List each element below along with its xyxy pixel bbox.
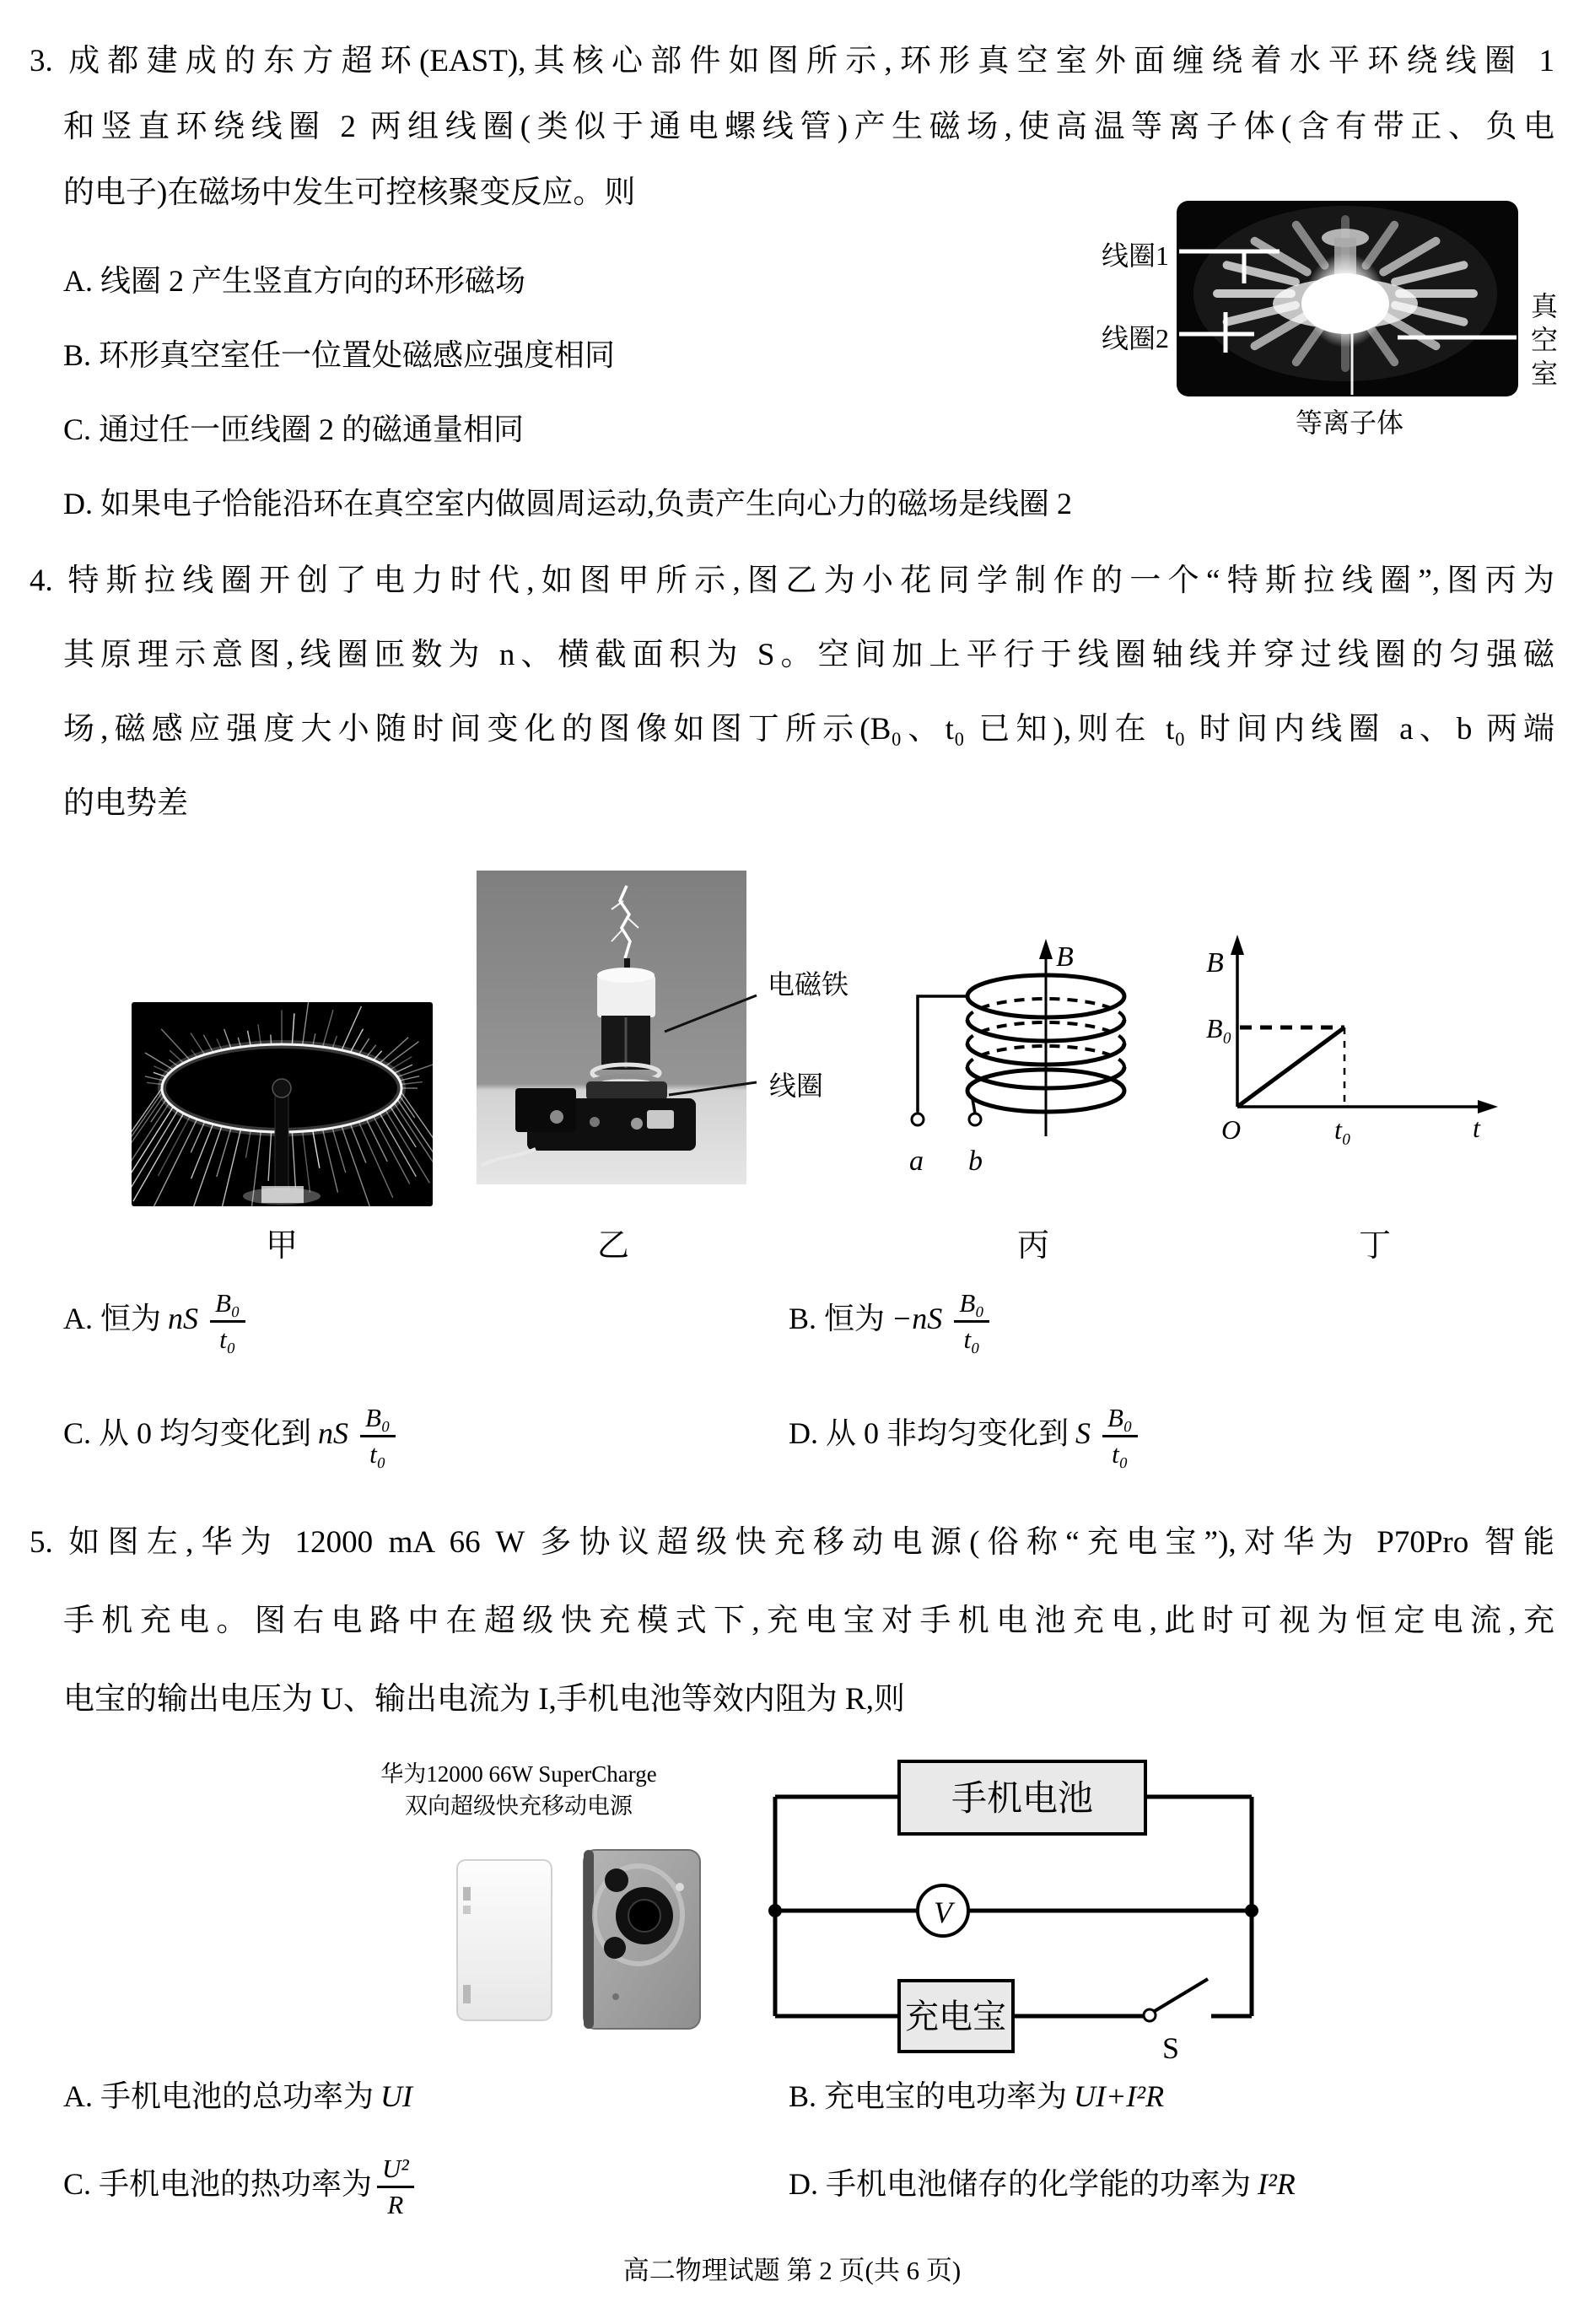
fraction-numerator: U² — [377, 2154, 414, 2189]
q4-option-c-fraction — [360, 1404, 396, 1469]
q4-option-a-fraction — [210, 1289, 245, 1355]
switch-label: S — [1162, 2031, 1180, 2065]
q4-option-c — [63, 1384, 399, 1482]
q5-option-c-fraction — [377, 2154, 414, 2220]
page-footer: 高二物理试题 第 2 页(共 6 页) — [622, 2256, 962, 2285]
phone-logo-dot — [612, 1993, 619, 2000]
fraction-numerator: B₀ — [1102, 1404, 1138, 1438]
b0-label: B₀ — [1206, 1013, 1232, 1043]
question-3-text — [30, 29, 1554, 226]
ring-support — [586, 1081, 667, 1100]
camera-lens-bottom — [604, 1937, 626, 1959]
camera-lens-top — [605, 1868, 628, 1892]
tokamak-plasma-label: 等离子体 — [1295, 407, 1404, 438]
q5-option-d-text: D. 手机电池储存的化学能的功率为 — [789, 2167, 1251, 2201]
q4-line-3: 场,磁感应强度大小随时间变化的图像如图丁所示(B₀、t₀ 已知),则在 t₀ 时间内线圈 a、b 两端 — [63, 712, 1554, 747]
white-cylinder-top — [597, 968, 655, 983]
q5-option-b-math: UI+I²R — [1074, 2079, 1165, 2113]
powerbank-box-label: 充电宝 — [905, 1998, 1006, 2036]
powerbank-caption-line2: 双向超级快充移动电源 — [405, 1793, 633, 1819]
phone-edge — [584, 1850, 594, 2029]
knob — [631, 1118, 643, 1130]
x-axis-arrowhead — [1478, 1100, 1498, 1113]
q5-option-d-math: I²R — [1258, 2167, 1296, 2201]
fraction-numerator: B₀ — [210, 1289, 245, 1324]
q4-option-b — [789, 1270, 993, 1367]
q5-line-2: 手机充电。图右电路中在超级快充模式下,充电宝对手机电池充电,此时可视为恒定电流,充 — [63, 1604, 1554, 1638]
figure-jia-svg — [132, 1002, 433, 1206]
q5-option-b — [789, 2077, 1171, 2116]
fraction-numerator: B₀ — [360, 1404, 396, 1438]
caption-bing: 丙 — [1016, 1228, 1050, 1264]
q3-option-a: A. 线圈 2 产生竖直方向的环形磁场 — [63, 264, 525, 298]
q5-option-a — [63, 2077, 419, 2116]
q4-option-a-text: A. 恒为 — [63, 1302, 161, 1335]
switch-pivot — [1144, 2009, 1156, 2021]
powerbank-photo-svg — [363, 1759, 742, 2037]
t0-label: t₀ — [1334, 1114, 1352, 1145]
q4-option-b-fraction — [954, 1289, 989, 1355]
base-glow — [243, 1188, 321, 1205]
powerbank-caption-line1: 华为12000 66W SuperCharge — [380, 1761, 657, 1787]
figure-bing-svg — [894, 932, 1172, 1194]
q4-option-d-coef: S — [1075, 1416, 1091, 1450]
junction-dot-left — [768, 1904, 782, 1917]
q4-option-d — [789, 1384, 1141, 1482]
terminal-a — [912, 1113, 924, 1125]
camera-lens-inner — [628, 1900, 660, 1932]
tokamak-photo-svg — [1177, 201, 1518, 396]
electromagnet-label: 电磁铁 — [768, 969, 849, 1000]
tokamak-coil1-label: 线圈1 — [1102, 240, 1170, 271]
q4-line-4: 的电势差 — [63, 786, 188, 821]
figure-yi-svg — [477, 871, 881, 1212]
caption-ding: 丁 — [1358, 1228, 1392, 1264]
caption-jia: 甲 — [265, 1228, 299, 1264]
y-axis-label: B — [1206, 947, 1224, 979]
q3-option-d: D. 如果电子恰能沿环在真空室内做圆周运动,负责产生向心力的磁场是线圈 2 — [63, 487, 1072, 520]
q4-line-1: 4. 特斯拉线圈开创了电力时代,如图甲所示,图乙为小花同学制作的一个“特斯拉线圈”,图丙为 — [30, 563, 1554, 598]
q5-line-1: 5. 如图左,华为 12000 mA 66 W 多协议超级快充移动电源(俗称“充电宝”),对华为 P70Pro 智能 — [30, 1525, 1554, 1560]
figure-yi — [477, 871, 881, 1212]
origin-label: O — [1221, 1114, 1242, 1145]
fraction-denominator: t₀ — [369, 1439, 386, 1469]
fraction-denominator: t₀ — [1112, 1439, 1129, 1469]
figure-bing-diagram — [894, 932, 1172, 1194]
battery-box-label: 手机电池 — [951, 1780, 1094, 1819]
knob — [550, 1110, 563, 1124]
transformer — [647, 1110, 674, 1129]
q3-line-3: 的电子)在磁场中发生可控核聚变反应。则 — [63, 175, 636, 210]
camera-flash — [676, 1883, 684, 1891]
coil-column — [275, 1092, 288, 1189]
q4-option-a — [63, 1270, 249, 1367]
q5-option-c-text: C. 手机电池的热功率为 — [63, 2167, 373, 2201]
q4-option-a-coef: nS — [168, 1302, 198, 1335]
figure-ding-svg — [1206, 928, 1544, 1156]
q4-line-2: 其原理示意图,线圈匝数为 n、横截面积为 S。空间加上平行于线圈轴线并穿过线圈的匀强磁 — [63, 638, 1554, 672]
b-field-arrowhead — [1039, 939, 1053, 959]
coil-top-sphere — [272, 1079, 291, 1097]
q4-option-b-coef: −nS — [892, 1302, 943, 1335]
q3-option-b: B. 环形真空室任一位置处磁感应强度相同 — [63, 338, 616, 372]
tokamak-photo — [1177, 201, 1518, 396]
question-4-text — [30, 544, 1554, 841]
question-5-text — [30, 1503, 1554, 1739]
q5-line-3: 电宝的输出电压为 U、输出电流为 I,手机电池等效内阻为 R,则 — [63, 1682, 905, 1717]
powerbank-port — [463, 1906, 471, 1914]
q5-option-a-math: UI — [380, 2079, 412, 2113]
q3-line-2: 和竖直环绕线圈 2 两组线圈(类似于通电螺线管)产生磁场,使高温等离子体(含有带正、负电 — [63, 110, 1554, 144]
left-module — [515, 1088, 576, 1132]
figure-ding-graph — [1206, 928, 1544, 1156]
tokamak-vacuum-label: 真空室 — [1527, 292, 1558, 393]
fraction-denominator: t₀ — [219, 1324, 236, 1355]
b-field-label: B — [1056, 941, 1074, 973]
powerbank-figure — [363, 1759, 742, 2037]
tokamak-coil2-label: 线圈2 — [1102, 323, 1170, 353]
voltmeter-label: V — [934, 1895, 952, 1929]
fraction-numerator: B₀ — [954, 1289, 989, 1324]
powerbank-port — [463, 1887, 471, 1901]
q4-option-d-text: D. 从 0 非均匀变化到 — [789, 1416, 1069, 1450]
q4-option-c-coef: nS — [318, 1416, 349, 1450]
terminal-b-label: b — [968, 1146, 983, 1177]
q4-option-b-text: B. 恒为 — [789, 1302, 886, 1335]
caption-yi: 乙 — [596, 1228, 630, 1264]
q5-option-b-text: B. 充电宝的电功率为 — [789, 2079, 1068, 2113]
powerbank-port — [463, 1985, 471, 2003]
junction-dot-right — [1245, 1904, 1258, 1917]
q3-option-c: C. 通过任一匝线圈 2 的磁通量相同 — [63, 412, 525, 446]
terminal-b — [969, 1113, 981, 1125]
circuit-diagram — [759, 1738, 1282, 2067]
q5-option-d — [789, 2138, 1302, 2230]
b-t-line — [1237, 1027, 1344, 1107]
terminal-a-label: a — [909, 1146, 924, 1177]
q4-option-d-fraction — [1102, 1404, 1138, 1469]
t-axis-label: t — [1473, 1113, 1480, 1143]
q4-option-c-text: C. 从 0 均匀变化到 — [63, 1416, 312, 1450]
q5-option-c — [63, 2138, 418, 2230]
knob — [590, 1117, 600, 1127]
powerbank-device — [457, 1860, 552, 2020]
lead-a — [918, 996, 967, 1113]
fraction-denominator: t₀ — [963, 1324, 980, 1355]
q5-option-a-text: A. 手机电池的总功率为 — [63, 2079, 374, 2113]
y-axis-arrowhead — [1231, 935, 1244, 955]
switch-blade — [1155, 1979, 1208, 2011]
figure-jia-photo — [132, 1002, 433, 1206]
plasma-core — [1301, 273, 1389, 334]
coil-label: 线圈 — [769, 1070, 824, 1101]
circuit-svg — [759, 1738, 1282, 2067]
q3-line-1: 3. 成都建成的东方超环(EAST),其核心部件如图所示,环形真空室外面缠绕着水平环绕线圈 1 — [30, 44, 1554, 78]
fraction-denominator: R — [387, 2190, 404, 2220]
